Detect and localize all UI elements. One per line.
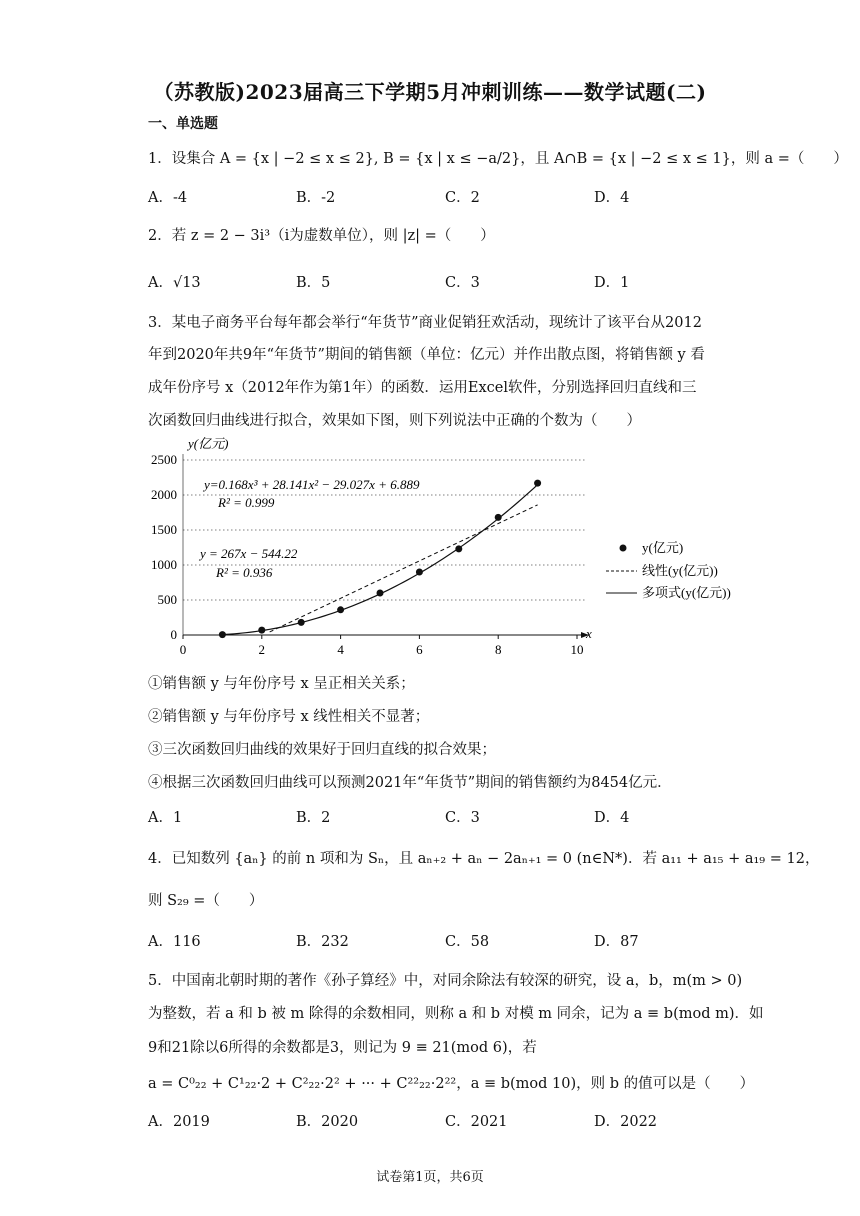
- cubic-equation-label: y=0.168x³ + 28.141x² − 29.027x + 6.889: [204, 477, 420, 492]
- sales-regression-chart: [140, 434, 780, 664]
- question-3-statement-2: ②销售额 y 与年份序号 x 线性相关不显著；: [148, 709, 430, 725]
- question-3-statement-4: ④根据三次函数回归曲线可以预测2021年“年货节”期间的销售额约为8454亿元．: [148, 775, 672, 791]
- q4-option-c[interactable]: C．58: [445, 934, 490, 950]
- legend-linear: 线性(y(亿元)): [642, 563, 718, 578]
- question-3-line-1: 3．某电子商务平台每年都会举行“年货节”商业促销狂欢活动，现统计了该平台从2012: [148, 315, 702, 331]
- y-tick-label: 500: [157, 592, 177, 607]
- data-point: [377, 590, 384, 597]
- data-point: [337, 606, 344, 613]
- data-point: [219, 631, 226, 638]
- q2-option-a[interactable]: A．√13: [148, 275, 201, 291]
- q5-option-a[interactable]: A．2019: [148, 1114, 210, 1130]
- y-tick-label: 2000: [151, 487, 177, 502]
- q3-option-a[interactable]: A．1: [148, 810, 183, 826]
- x-tick-label: 8: [494, 642, 502, 657]
- x-tick-label: 0: [179, 642, 187, 657]
- x-tick-label: 10: [570, 642, 584, 657]
- x-tick-label: 6: [416, 642, 423, 657]
- legend-cubic: 多项式(y(亿元)): [642, 585, 731, 600]
- linear-equation-label: y = 267x − 544.22: [200, 546, 298, 561]
- q2-option-b[interactable]: B．5: [296, 275, 331, 291]
- page-title: （苏教版)2023届高三下学期5月冲刺训练——数学试题(二): [153, 80, 707, 104]
- q5-option-c[interactable]: C．2021: [445, 1114, 508, 1130]
- data-point: [455, 545, 462, 552]
- question-1-stem: 1．设集合 A = {x | −2 ≤ x ≤ 2}, B = {x | x ≤ −a/2}，且 A∩B = {x | −2 ≤ x ≤ 1}，则 a =（ ）: [148, 151, 848, 167]
- y-tick-label: 0: [170, 627, 177, 642]
- question-5-line-1: 5．中国南北朝时期的著作《孙子算经》中，对同余除法有较深的研究，设 a，b，m(m > 0): [148, 973, 743, 989]
- q1-option-b[interactable]: B．-2: [296, 190, 336, 206]
- question-3-statement-1: ①销售额 y 与年份序号 x 呈正相关关系；: [148, 676, 415, 692]
- q2-option-d[interactable]: D．1: [594, 275, 630, 291]
- data-point: [416, 569, 423, 576]
- chart-legend: [606, 540, 731, 600]
- q3-option-c[interactable]: C．3: [445, 810, 480, 826]
- question-5-options: [148, 1110, 758, 1130]
- cubic-r2-label: R² = 0.999: [218, 495, 275, 510]
- linear-r2-label: R² = 0.936: [216, 565, 273, 580]
- question-2-options: [148, 271, 758, 291]
- y-tick-label: 1500: [151, 522, 177, 537]
- q2-option-c[interactable]: C．3: [445, 275, 480, 291]
- legend-points: y(亿元): [642, 540, 684, 555]
- x-axis-label: x: [586, 626, 592, 641]
- q4-option-a[interactable]: A．116: [148, 934, 201, 950]
- data-point: [534, 480, 541, 487]
- section-heading: 一、单选题: [148, 116, 218, 132]
- q1-option-c[interactable]: C．2: [445, 190, 480, 206]
- y-axis-label: y(亿元): [188, 436, 229, 451]
- q5-option-d[interactable]: D．2022: [594, 1114, 658, 1130]
- q4-option-d[interactable]: D．87: [594, 934, 639, 950]
- question-3-statement-3: ③三次函数回归曲线的效果好于回归直线的拟合效果；: [148, 742, 496, 758]
- page-footer: 试卷第1页，共6页: [376, 1170, 484, 1185]
- linear-fit-line: [270, 505, 538, 632]
- data-point: [298, 619, 305, 626]
- q1-option-a[interactable]: A．-4: [148, 190, 188, 206]
- x-tick-label: 2: [258, 642, 266, 657]
- q3-option-d[interactable]: D．4: [594, 810, 630, 826]
- x-tick-label: 4: [337, 642, 344, 657]
- y-tick-label: 2500: [151, 452, 177, 467]
- question-4-stem: 4．已知数列 {aₙ} 的前 n 项和为 Sₙ，且 aₙ₊₂ + aₙ − 2aₙ₊₁ = 0 (n∈N*)．若 a₁₁ + a₁₅ + a₁₉ = 12，: [148, 851, 820, 867]
- q5-option-b[interactable]: B．2020: [296, 1114, 359, 1130]
- question-3-line-3: 成年份序号 x（2012年作为第1年）的函数．运用Excel软件，分别选择回归直线和三: [148, 380, 697, 396]
- question-2-stem: 2．若 z = 2 − 3i³（i为虚数单位），则 |z| =（ ）: [148, 228, 495, 244]
- question-3-options: [148, 806, 758, 826]
- q4-option-b[interactable]: B．232: [296, 934, 349, 950]
- legend-point-marker: [620, 545, 627, 552]
- question-4-stem-2: 则 S₂₉ =（ ）: [148, 893, 264, 909]
- data-point: [495, 514, 502, 521]
- question-1-options: [148, 186, 758, 206]
- q3-option-b[interactable]: B．2: [296, 810, 331, 826]
- data-point: [258, 627, 265, 634]
- question-5-line-3: 9和21除以6所得的余数都是3，则记为 9 ≡ 21(mod 6)，若: [148, 1040, 537, 1056]
- question-3-line-2: 年到2020年共9年“年货节”期间的销售额（单位：亿元）并作出散点图，将销售额 y 看: [148, 347, 705, 363]
- question-5-line-2: 为整数，若 a 和 b 被 m 除得的余数相同，则称 a 和 b 对模 m 同余，记为 a ≡ b(mod m)．如: [148, 1006, 764, 1022]
- y-tick-label: 1000: [151, 557, 177, 572]
- question-5-line-4: a = C⁰₂₂ + C¹₂₂·2 + C²₂₂·2² + ··· + C²²₂₂·2²²，a ≡ b(mod 10)，则 b 的值可以是（ ）: [148, 1076, 755, 1092]
- q1-option-d[interactable]: D．4: [594, 190, 630, 206]
- question-3-line-4: 次函数回归曲线进行拟合，效果如下图，则下列说法中正确的个数为（ ）: [148, 413, 641, 429]
- question-4-options: [148, 930, 758, 950]
